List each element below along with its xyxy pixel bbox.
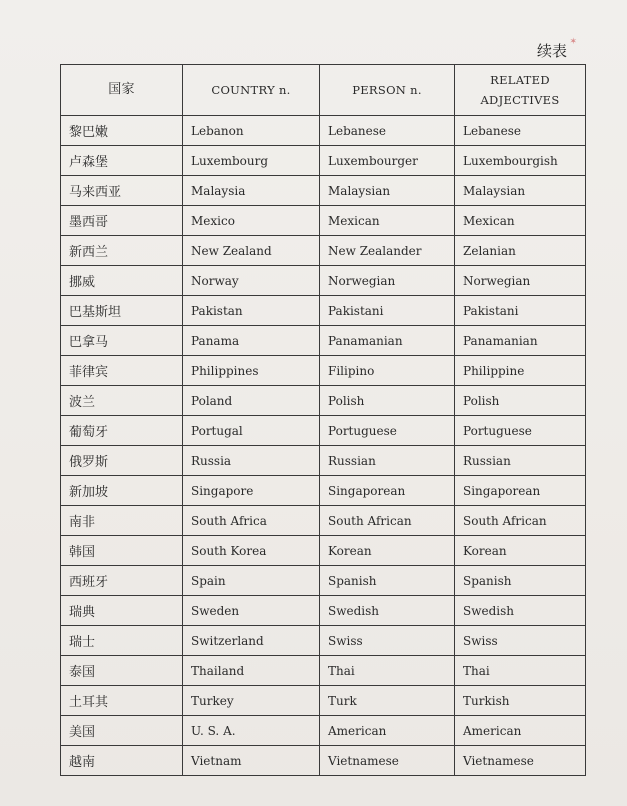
cell-adjective: Philippine — [455, 356, 586, 386]
cell-chinese: 土耳其 — [61, 686, 183, 716]
cell-country: Lebanon — [183, 116, 320, 146]
column-header-adjectives — [455, 65, 586, 116]
cell-adjective: Swedish — [455, 596, 586, 626]
cell-person: Malaysian — [320, 176, 455, 206]
adjectives-header-text: RELATED ADJECTIVES — [480, 73, 560, 107]
table-row — [61, 716, 586, 746]
table-row — [61, 236, 586, 266]
column-header-chinese: 国家 — [61, 65, 183, 116]
column-header-person: PERSON n. — [320, 65, 455, 116]
cell-chinese: 葡萄牙 — [61, 416, 183, 446]
table-row — [61, 326, 586, 356]
cell-country: Vietnam — [183, 746, 320, 776]
cell-chinese: 新西兰 — [61, 236, 183, 266]
red-mark-icon: ✶ — [569, 37, 577, 47]
cell-person: Swedish — [320, 596, 455, 626]
cell-chinese: 卢森堡 — [61, 146, 183, 176]
cell-chinese: 巴拿马 — [61, 326, 183, 356]
cell-person: Lebanese — [320, 116, 455, 146]
table-row — [61, 386, 586, 416]
cell-adjective: South African — [455, 506, 586, 536]
cell-chinese: 新加坡 — [61, 476, 183, 506]
cell-country: Portugal — [183, 416, 320, 446]
cell-country: Singapore — [183, 476, 320, 506]
cell-country: Poland — [183, 386, 320, 416]
cell-adjective: Spanish — [455, 566, 586, 596]
cell-adjective: Pakistani — [455, 296, 586, 326]
cell-person: Russian — [320, 446, 455, 476]
cell-adjective: Mexican — [455, 206, 586, 236]
cell-adjective: Russian — [455, 446, 586, 476]
cell-adjective: Zelanian — [455, 236, 586, 266]
cell-person: Thai — [320, 656, 455, 686]
cell-chinese: 瑞典 — [61, 596, 183, 626]
cell-chinese: 韩国 — [61, 536, 183, 566]
table-row — [61, 176, 586, 206]
table-row — [61, 356, 586, 386]
cell-country: Sweden — [183, 596, 320, 626]
cell-person: American — [320, 716, 455, 746]
cell-adjective: Polish — [455, 386, 586, 416]
cell-person: Pakistani — [320, 296, 455, 326]
cell-person: South African — [320, 506, 455, 536]
cell-chinese: 黎巴嫩 — [61, 116, 183, 146]
table-row — [61, 146, 586, 176]
table-row — [61, 686, 586, 716]
cell-country: Turkey — [183, 686, 320, 716]
cell-adjective: Panamanian — [455, 326, 586, 356]
cell-country: U. S. A. — [183, 716, 320, 746]
table-row — [61, 506, 586, 536]
cell-chinese: 瑞士 — [61, 626, 183, 656]
table-row — [61, 206, 586, 236]
cell-country: Spain — [183, 566, 320, 596]
cell-adjective: Turkish — [455, 686, 586, 716]
table-row — [61, 626, 586, 656]
table-row — [61, 116, 586, 146]
cell-country: Switzerland — [183, 626, 320, 656]
cell-person: Vietnamese — [320, 746, 455, 776]
cell-country: Norway — [183, 266, 320, 296]
cell-person: Mexican — [320, 206, 455, 236]
cell-country: New Zealand — [183, 236, 320, 266]
cell-chinese: 巴基斯坦 — [61, 296, 183, 326]
cell-country: Malaysia — [183, 176, 320, 206]
table-row — [61, 536, 586, 566]
table-row — [61, 446, 586, 476]
table-header-row — [61, 65, 586, 116]
cell-person: Turk — [320, 686, 455, 716]
cell-chinese: 挪威 — [61, 266, 183, 296]
table-row — [61, 746, 586, 776]
cell-person: Filipino — [320, 356, 455, 386]
cell-adjective: Norwegian — [455, 266, 586, 296]
table-row — [61, 266, 586, 296]
table-row — [61, 476, 586, 506]
cell-chinese: 泰国 — [61, 656, 183, 686]
cell-person: Norwegian — [320, 266, 455, 296]
cell-person: Panamanian — [320, 326, 455, 356]
cell-person: Portuguese — [320, 416, 455, 446]
cell-adjective: Thai — [455, 656, 586, 686]
cell-adjective: American — [455, 716, 586, 746]
cell-adjective: Lebanese — [455, 116, 586, 146]
table-row — [61, 596, 586, 626]
cell-country: Philippines — [183, 356, 320, 386]
cell-adjective: Swiss — [455, 626, 586, 656]
cell-person: Spanish — [320, 566, 455, 596]
cell-country: Panama — [183, 326, 320, 356]
cell-chinese: 俄罗斯 — [61, 446, 183, 476]
cell-chinese: 墨西哥 — [61, 206, 183, 236]
cell-chinese: 西班牙 — [61, 566, 183, 596]
cell-adjective: Malaysian — [455, 176, 586, 206]
cell-country: Russia — [183, 446, 320, 476]
cell-country: Luxembourg — [183, 146, 320, 176]
cell-country: Mexico — [183, 206, 320, 236]
column-header-country: COUNTRY n. — [183, 65, 320, 116]
cell-person: Korean — [320, 536, 455, 566]
cell-country: South Korea — [183, 536, 320, 566]
continued-label: 续表 — [536, 42, 567, 60]
cell-chinese: 越南 — [61, 746, 183, 776]
table-row — [61, 416, 586, 446]
cell-person: New Zealander — [320, 236, 455, 266]
cell-chinese: 马来西亚 — [61, 176, 183, 206]
cell-adjective: Vietnamese — [455, 746, 586, 776]
cell-adjective: Portuguese — [455, 416, 586, 446]
cell-chinese: 美国 — [61, 716, 183, 746]
cell-person: Luxembourger — [320, 146, 455, 176]
cell-person: Swiss — [320, 626, 455, 656]
table-row — [61, 566, 586, 596]
cell-country: Pakistan — [183, 296, 320, 326]
cell-adjective: Korean — [455, 536, 586, 566]
table-row — [61, 296, 586, 326]
cell-chinese: 菲律宾 — [61, 356, 183, 386]
cell-chinese: 南非 — [61, 506, 183, 536]
cell-country: Thailand — [183, 656, 320, 686]
cell-adjective: Luxembourgish — [455, 146, 586, 176]
cell-country: South Africa — [183, 506, 320, 536]
table-row — [61, 656, 586, 686]
cell-chinese: 波兰 — [61, 386, 183, 416]
country-vocabulary-table — [60, 64, 586, 776]
cell-person: Polish — [320, 386, 455, 416]
cell-adjective: Singaporean — [455, 476, 586, 506]
cell-person: Singaporean — [320, 476, 455, 506]
